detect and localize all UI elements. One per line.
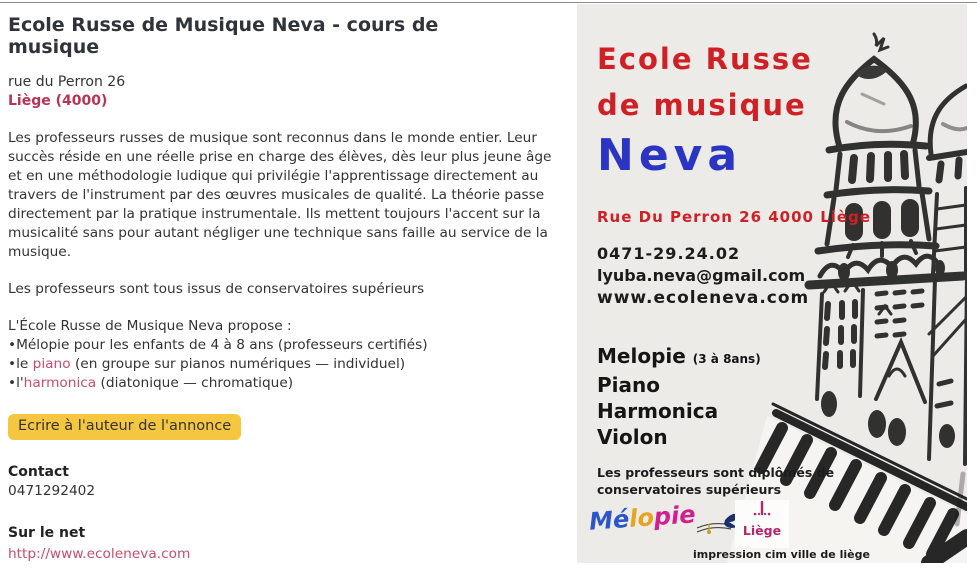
website-link[interactable]: http://www.ecoleneva.com [8, 546, 191, 562]
course-violon: Violon [597, 425, 668, 449]
melopie-logo-part1: Mé [588, 504, 631, 536]
web-label: Sur le net [8, 525, 86, 541]
liege-logo [735, 500, 789, 548]
liege-logo-label: Liège [742, 523, 782, 538]
poster-website: www.ecoleneva.com [597, 288, 810, 308]
page-title: Ecole Russe de Musique Neva - cours de musique [8, 14, 439, 58]
poster-diploma-note [597, 464, 834, 498]
poster-image [577, 4, 967, 563]
course-harmonica: Harmonica [597, 399, 719, 423]
course-piano: Piano [597, 373, 660, 397]
listing-main [8, 14, 568, 564]
poster-course-melopie [597, 344, 761, 368]
contact-phone: 0471292402 [8, 483, 96, 499]
address-street: rue du Perron 26 [8, 74, 126, 90]
bullet-text: •le [8, 356, 33, 372]
poster-impression-credit: impression cim ville de liège [693, 548, 870, 561]
bullet-text: •Mélopie pour les enfants de 4 à 8 ans (professeurs certifiés) [8, 337, 428, 353]
bullet-text: (en groupe sur pianos numériques — individuel) [70, 356, 406, 372]
teachers-note: Les professeurs sont tous issus de conservatoires supérieurs [8, 281, 425, 297]
diploma-line2: conservatoires supérieurs [597, 482, 782, 497]
poster-email: lyuba.neva@gmail.com [597, 266, 806, 285]
bullet-harmonica [8, 374, 568, 393]
poster-address: Rue Du Perron 26 4000 Liège [597, 208, 871, 226]
top-divider [0, 2, 977, 3]
course-name: Melopie [597, 344, 686, 368]
piano-link[interactable]: piano [32, 356, 71, 372]
propose-intro: L'École Russe de Musique Neva propose : [8, 318, 292, 334]
listing-description: Les professeurs russes de musique sont reconnus dans le monde entier. Leur succès réside en une réelle prise en charge des élèves, dès leur plus jeune âge et en une méthodologie ludique qui privilégie l'apprentissage directement au travers de l'instrument par des œuvres musicales de qualité. La théorie passe directement par la pratique instrumentale. Ils mettent toujours l'accent sur la musicalité sans pour autant négliger une technique sans faille au service de la musique. [8, 130, 552, 260]
bullet-text: •l' [8, 375, 24, 391]
bullet-text: (diatonique — chromatique) [96, 375, 294, 391]
write-to-author-button[interactable]: Ecrire à l'auteur de l'annonce [8, 414, 241, 440]
contact-label: Contact [8, 464, 69, 480]
diploma-line1: Les professeurs sont diplômés de [597, 465, 835, 480]
poster-title-line1: Ecole Russe [597, 42, 813, 76]
poster-school-name: Neva [597, 130, 743, 181]
poster-phone: 0471-29.24.02 [597, 244, 741, 263]
poster-course-list [597, 372, 718, 450]
poster-title-line2: de musique [597, 88, 807, 122]
liege-perron-icon [751, 500, 773, 518]
address-city: Liège (4000) [8, 93, 108, 109]
course-age-note: (3 à 8ans) [692, 352, 761, 366]
bullet-melopie [8, 336, 568, 355]
melopie-logo-part2: lo [628, 503, 655, 533]
bullet-piano [8, 355, 568, 374]
harmonica-link[interactable]: harmonica [23, 375, 97, 391]
melopie-logo-part3: pie [652, 500, 697, 532]
